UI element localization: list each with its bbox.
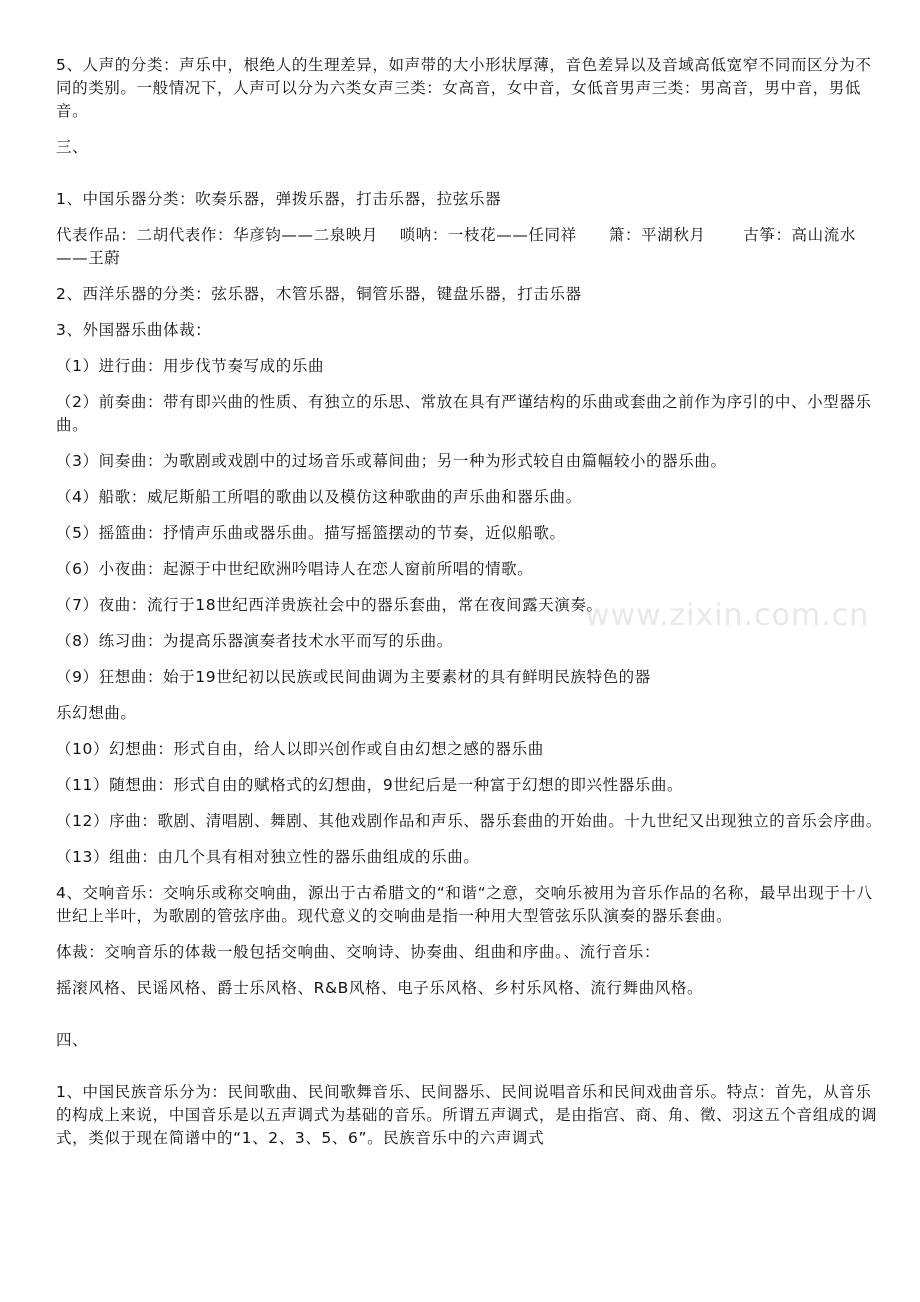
list-item-capriccio: （11）随想曲：形式自由的赋格式的幻想曲，9世纪后是一种富于幻想的即兴性器乐曲。 xyxy=(56,776,684,794)
list-item-prelude: （2）前奏曲：带有即兴曲的性质、有独立的乐思、常放在具有严谨结构的乐曲或套曲之前作为序引的中、小型器乐曲。 xyxy=(56,393,872,434)
list-item-fantasia: （10）幻想曲：形式自由，给人以即兴创作或自由幻想之感的器乐曲 xyxy=(56,740,544,758)
list-item-etude: （8）练习曲：为提高乐器演奏者技术水平而写的乐曲。 xyxy=(56,632,453,650)
list-item-suite: （13）组曲：由几个具有相对独立性的器乐曲组成的乐曲。 xyxy=(56,848,480,866)
list-item-serenade: （6）小夜曲：起源于中世纪欧洲吟唱诗人在恋人窗前所唱的情歌。 xyxy=(56,560,534,578)
list-item-barcarolle: （4）船歌：威尼斯船工所唱的歌曲以及模仿这种歌曲的声乐曲和器乐曲。 xyxy=(56,488,582,506)
paragraph-symphonic-music: 4、交响音乐：交响乐或称交响曲，源出于古希腊文的“和谐“之意，交响乐被用为音乐作品的名称，最早出现于十八世纪上半叶，为歌剧的管弦序曲。现代意义的交响曲是指一种用大型管弦乐队演奏的器乐套曲。 xyxy=(56,884,873,925)
paragraph-voice-classification: 5、人声的分类：声乐中，根绝人的生理差异，如声带的大小形状厚薄，音色差异以及音域高低宽窄不同而区分为不同的类别。一般情况下，人声可以分为六类女声三类：女高音，女中音，女低音男声三类：男高音，男中音，男低音。 xyxy=(56,56,872,120)
section-heading-three: 三、 xyxy=(56,138,89,156)
list-item-overture: （12）序曲：歌剧、清唱剧、舞剧、其他戏剧作品和声乐、器乐套曲的开始曲。十九世纪又出现独立的音乐会序曲。 xyxy=(56,812,882,830)
list-item-lullaby: （5）摇篮曲：抒情声乐曲或器乐曲。描写摇篮摆动的节奏，近似船歌。 xyxy=(56,524,566,542)
list-item-intermezzo: （3）间奏曲：为歌剧或戏剧中的过场音乐或幕间曲；另一种为形式较自由篇幅较小的器乐曲。 xyxy=(56,452,727,470)
paragraph-foreign-genres-heading: 3、外国器乐曲体裁： xyxy=(56,321,212,339)
list-item-rhapsody-continued: 乐幻想曲。 xyxy=(56,704,137,722)
document-body xyxy=(56,54,886,1163)
paragraph-representative-works: 代表作品：二胡代表作：华彦钧——二泉映月 唢呐：一枝花——任同祥 箫：平湖秋月 古筝：高山流水——王蔚 xyxy=(56,226,856,267)
paragraph-western-instruments: 2、西洋乐器的分类：弦乐器，木管乐器，铜管乐器，键盘乐器，打击乐器 xyxy=(56,285,582,303)
list-item-march: （1）进行曲：用步伐节奏写成的乐曲 xyxy=(56,357,325,375)
watermark: www.zixin.com.cn xyxy=(585,598,870,633)
section-heading-four: 四、 xyxy=(56,1031,89,1049)
paragraph-symphonic-genres: 体裁：交响音乐的体裁一般包括交响曲、交响诗、协奏曲、组曲和序曲。、流行音乐： xyxy=(56,943,661,961)
paragraph-chinese-instruments: 1、中国乐器分类：吹奏乐器，弹拨乐器，打击乐器，拉弦乐器 xyxy=(56,190,502,208)
paragraph-chinese-folk-music: 1、中国民族音乐分为：民间歌曲、民间歌舞音乐、民间器乐、民间说唱音乐和民间戏曲音乐。特点：首先，从音乐的构成上来说，中国音乐是以五声调式为基础的音乐。所谓五声调式，是由指宫、商、角、徵、羽这五个音组成的调式，类似于现在简谱中的“1、2、3、5、6”。民族音乐中的六声调式 xyxy=(56,1083,878,1147)
list-item-nocturne: （7）夜曲：流行于18世纪西洋贵族社会中的器乐套曲，常在夜间露天演奏。 xyxy=(56,596,603,614)
paragraph-pop-styles: 摇滚风格、民谣风格、爵士乐风格、R&B风格、电子乐风格、乡村乐风格、流行舞曲风格。 xyxy=(56,979,704,997)
list-item-rhapsody: （9）狂想曲：始于19世纪初以民族或民间曲调为主要素材的具有鲜明民族特色的器 xyxy=(56,668,651,686)
